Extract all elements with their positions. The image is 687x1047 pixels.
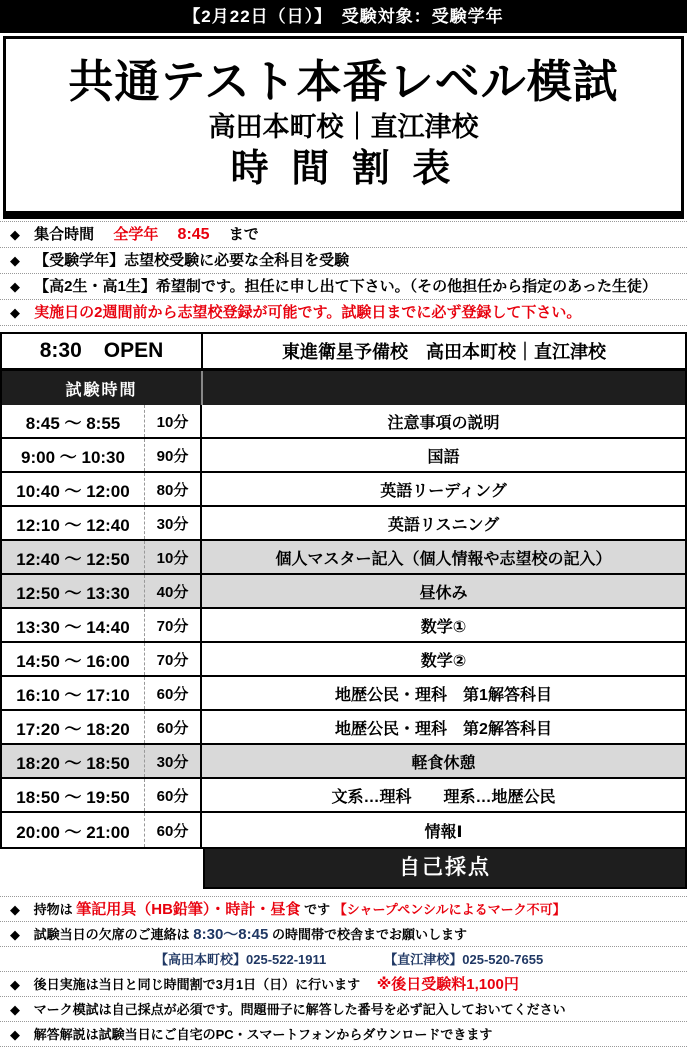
makeup-fee: ※後日受験料1,100円 [376,976,519,993]
self-scoring-spacer [0,849,203,889]
diamond-bullet-icon: ◆ [10,227,20,242]
subject: 数学② [420,652,467,670]
duration: 60分 [145,779,202,811]
optional-text: 【高2生・高1生】希望制です。担任に申し出て下さい。（その他担任から指定のあった生徒） [34,278,658,295]
subject: 英語リスニング [387,516,500,534]
self-scoring-note-text: マーク模試は自己採点が必須です。問題冊子に解答した番号を必ず記入しておいてください [33,1002,566,1017]
note-self-scoring [0,996,687,1021]
absence-pre: 試験当日の欠席のご連絡は [33,927,190,942]
note-phones [0,946,687,971]
note-makeup [0,971,687,996]
duration: 60分 [145,813,202,847]
subject: 地歴公民・理科 第1解答科目 [335,686,552,704]
note-absence [0,921,687,946]
belongings-mid: です [304,902,331,917]
register-text: 実施日の2週間前から志望校登録が可能です。試験日までに必ず登録して下さい。 [34,304,582,321]
time-range: 17:20 ～ 18:20 [2,711,145,743]
time-range: 8:45 ～ 8:55 [2,405,145,437]
subject: 数学① [420,618,467,636]
time-range: 18:50 ～ 19:50 [2,779,145,811]
table-row [2,507,685,541]
table-row [2,711,685,745]
belongings-pre: 持物は [33,902,73,917]
self-scoring-cell: 自己採点 [203,849,687,889]
table-row [2,405,685,439]
duration: 90分 [145,439,202,471]
meeting-suffix: まで [228,226,259,243]
note-belongings [0,896,687,921]
belongings-warning: 【シャープペンシルによるマーク不可】 [333,902,566,917]
duration: 60分 [145,677,202,709]
phone-naoetsu: 【直江津校】025-520-7655 [384,952,544,967]
duration: 80分 [145,473,202,505]
venue-cell: 東進衛星予備校 高田本町校｜直江津校 [282,342,606,362]
diamond-bullet-icon: ◆ [10,902,20,917]
subject: 個人マスター記入（個人情報や志望校の記入） [275,550,612,568]
notice-register [0,299,687,326]
time-range: 12:50 ～ 13:30 [2,575,145,607]
subject: 国語 [427,448,460,466]
table-row [2,439,685,473]
time-range: 14:50 ～ 16:00 [2,643,145,675]
makeup-pre: 後日実施は当日と同じ時間割で3月1日（日）に行います [33,977,361,992]
date-target-text: 【2月22日（日）】 受験対象：受験学年 [183,7,504,26]
subject: 文系…理科 理系…地歴公民 [331,788,556,806]
subject: 地歴公民・理科 第2解答科目 [335,720,552,738]
duration: 70分 [145,643,202,675]
diamond-bullet-icon: ◆ [10,279,20,294]
subject: 注意事項の説明 [387,414,500,432]
table-row [2,677,685,711]
table-row [2,643,685,677]
time-range: 16:10 ～ 17:10 [2,677,145,709]
self-scoring-row [0,849,687,889]
table-row [2,609,685,643]
diamond-bullet-icon: ◆ [10,1027,20,1042]
absence-post: の時間帯で校舎までお願いします [271,927,467,942]
diamond-bullet-icon: ◆ [10,305,20,320]
duration: 70分 [145,609,202,641]
meeting-label: 集合時間 [34,226,95,243]
open-time-cell [2,334,203,368]
notice-optional [0,273,687,299]
open-row [2,334,685,371]
exam-title: 共通テスト本番レベル模試 [68,56,619,107]
duration: 60分 [145,711,202,743]
diamond-bullet-icon: ◆ [10,253,20,268]
date-target-bar [0,0,687,33]
table-row-break [2,575,685,609]
subject: 英語リーディング [380,482,507,500]
time-range: 9:00 ～ 10:30 [2,439,145,471]
diamond-bullet-icon: ◆ [10,977,20,992]
diamond-bullet-icon: ◆ [10,927,20,942]
duration: 10分 [145,405,202,437]
subject: 昼休み [419,584,468,602]
time-range: 10:40 ～ 12:00 [2,473,145,505]
subject: 情報Ⅰ [424,823,463,841]
notice-exam-grade [0,247,687,273]
notice-list [0,221,687,326]
timetable-heading: 時 間 割 表 [230,148,457,190]
time-range: 13:30 ～ 14:40 [2,609,145,641]
schedule-table [0,332,687,889]
answer-download-text: 解答解説は試験当日にご自宅のPC・スマートフォンからダウンロードできます [33,1027,493,1042]
note-answer-download [0,1021,687,1047]
table-row-break [2,745,685,779]
diamond-bullet-icon: ◆ [10,1002,20,1017]
subject: 軽食休憩 [411,754,476,772]
open-time: 8:30 [39,339,82,362]
footer-note-list [0,896,687,1047]
duration: 30分 [145,745,202,777]
table-row-break [2,541,685,575]
exam-grade-text: 【受験学年】志望校受験に必要な全科目を受験 [34,252,350,269]
title-box [3,36,684,219]
open-label: OPEN [103,339,164,362]
notice-meeting-time [0,221,687,247]
time-range: 12:40 ～ 12:50 [2,541,145,573]
subject-header-cell [203,371,685,405]
campus-names: 高田本町校｜直江津校 [208,112,479,142]
time-range: 20:00 ～ 21:00 [2,813,145,847]
duration: 10分 [145,541,202,573]
table-row [2,473,685,507]
time-header-cell: 試験時間 [2,371,203,405]
table-row [2,813,685,847]
duration: 40分 [145,575,202,607]
absence-time: 8:30～8:45 [193,926,269,943]
phone-takada: 【高田本町校】025-522-1911 [155,952,327,967]
time-range: 18:20 ～ 18:50 [2,745,145,777]
table-header-row [2,371,685,405]
belongings-items: 筆記用具（HB鉛筆）・時計・昼食 [76,901,301,918]
meeting-grade: 全学年 [113,226,159,243]
table-row [2,779,685,813]
meeting-time: 8:45 [177,226,210,243]
duration: 30分 [145,507,202,539]
time-range: 12:10 ～ 12:40 [2,507,145,539]
